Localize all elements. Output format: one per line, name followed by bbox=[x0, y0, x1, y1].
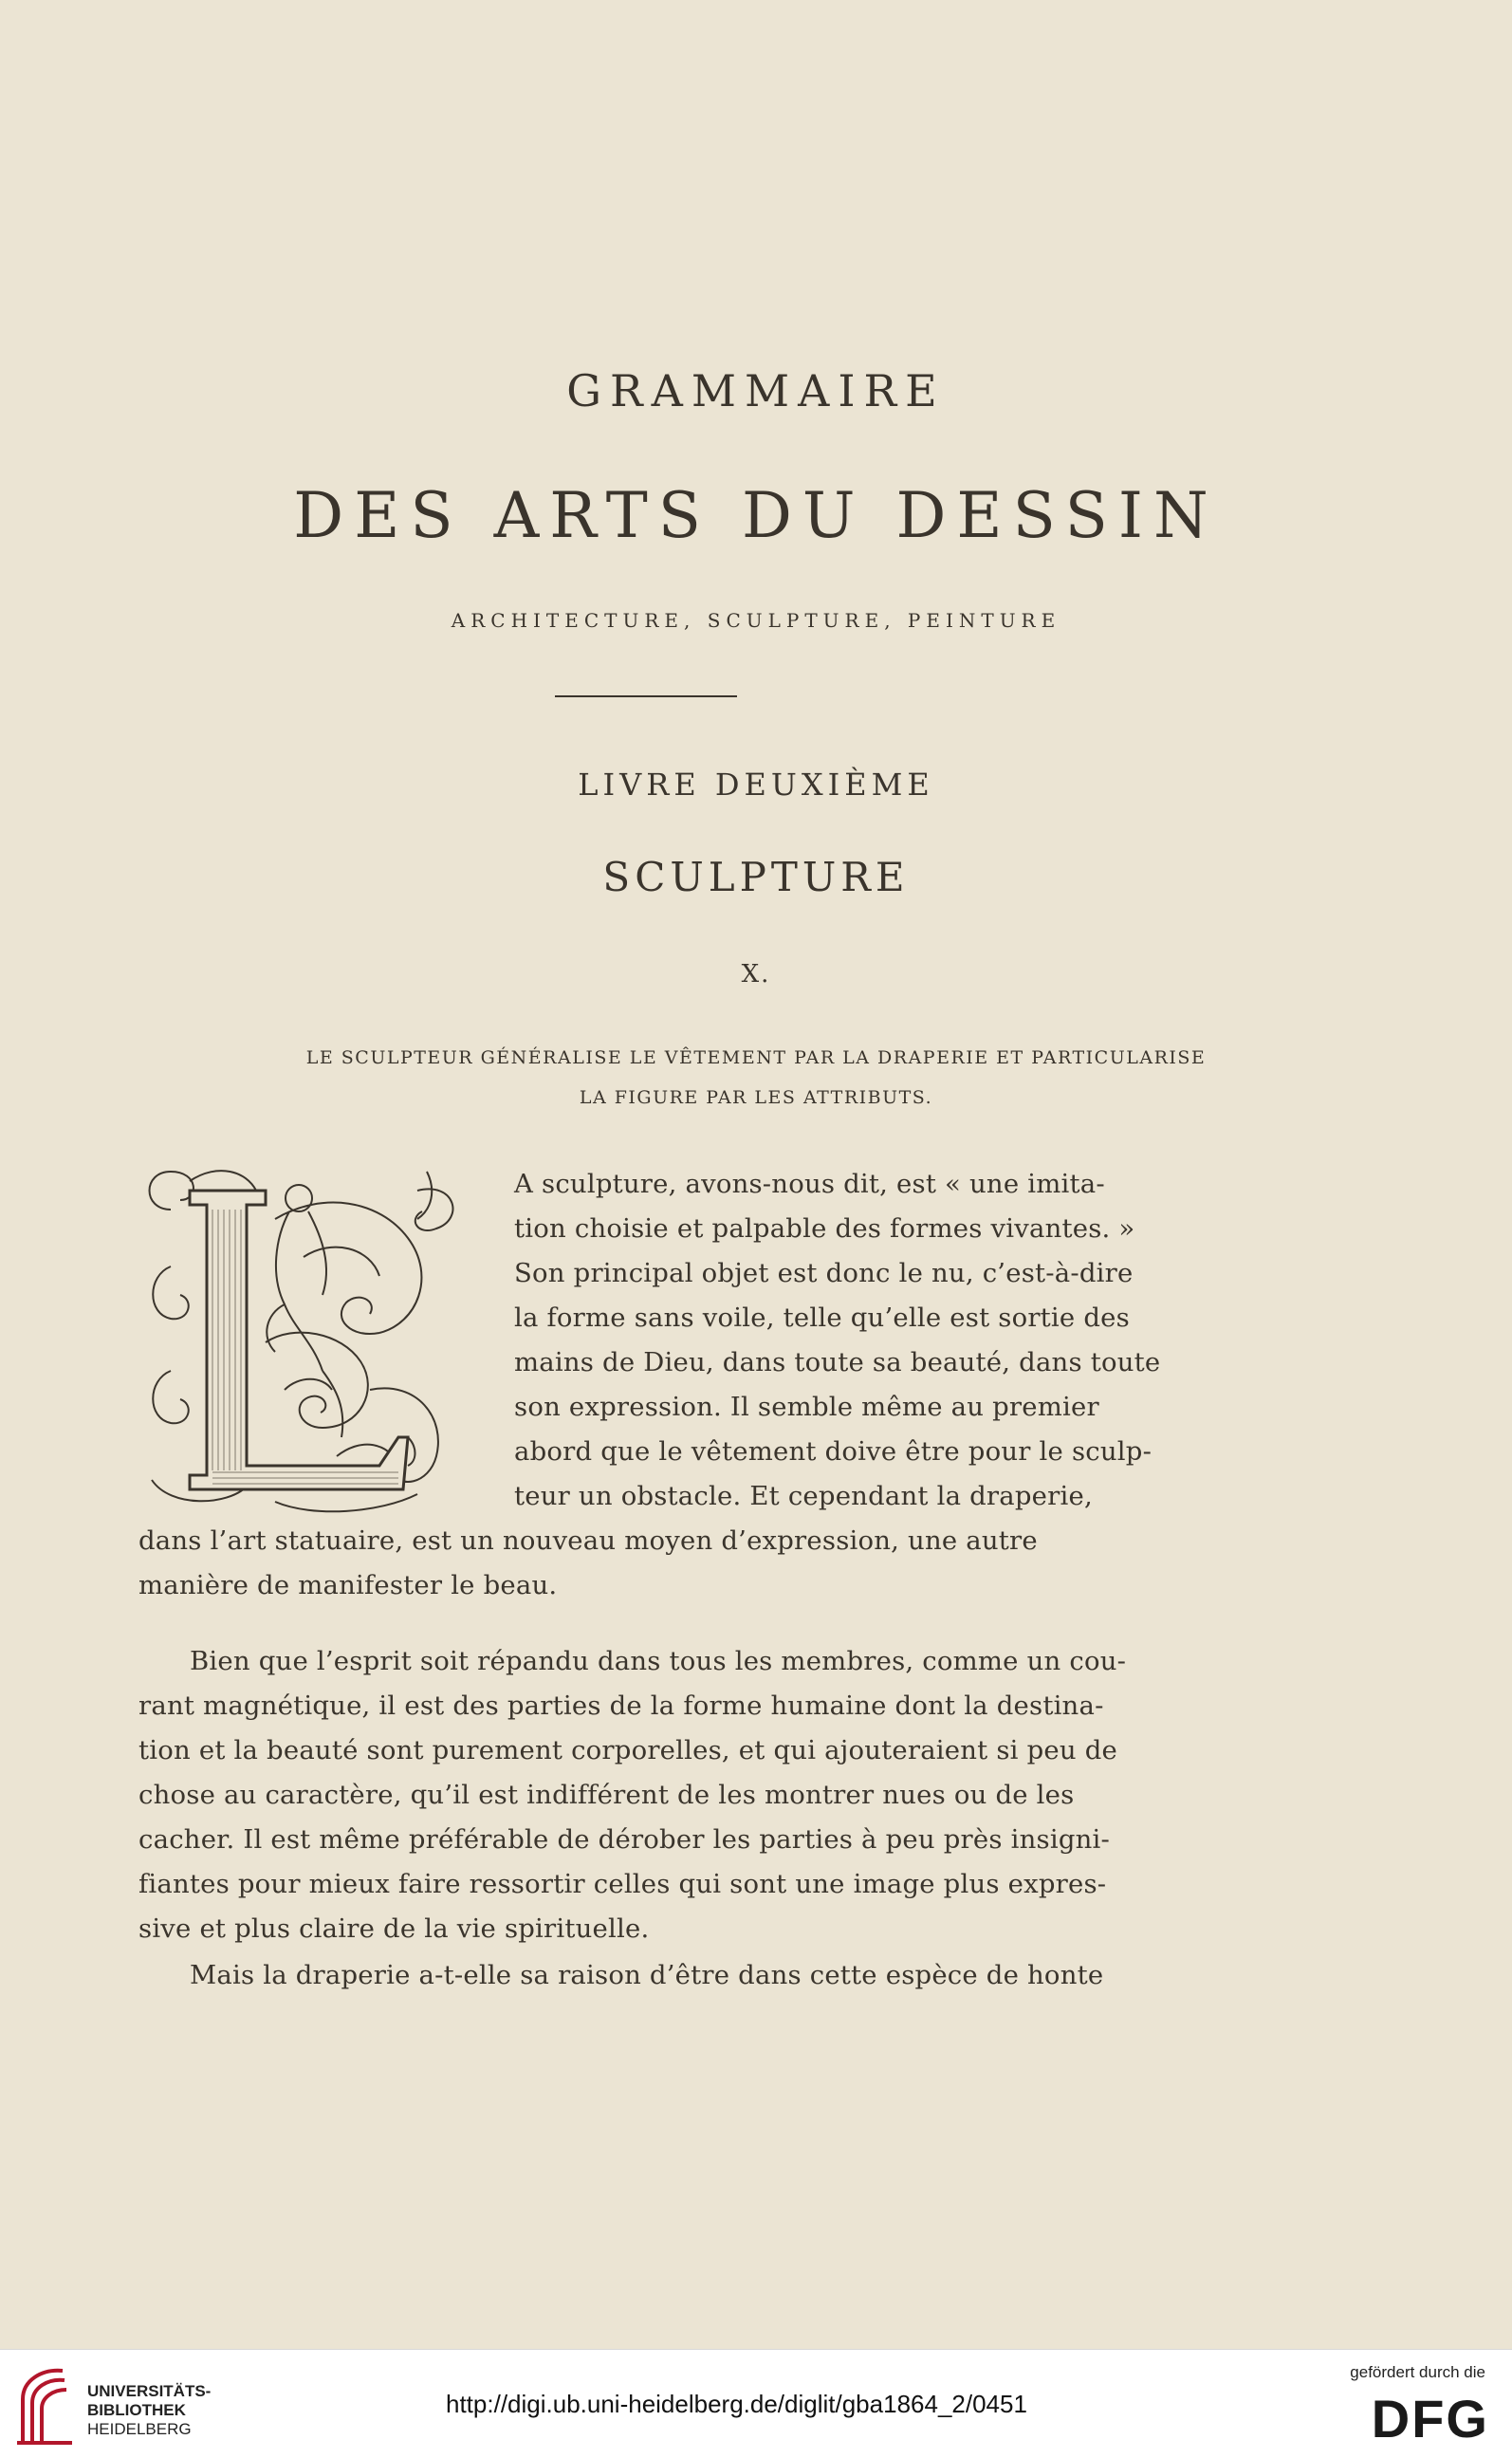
ornamental-dropcap-l bbox=[133, 1153, 479, 1518]
text-line: fiantes pour mieux faire ressortir celles qui sont une image plus expres- bbox=[138, 1869, 1107, 1899]
text-line: la forme sans voile, telle qu’elle est sortie des bbox=[514, 1303, 1130, 1333]
chapter-title-line: LE SCULPTEUR GÉNÉRALISE LE VÊTEMENT PAR LA DRAPERIE ET PARTICULARISE bbox=[305, 1047, 1207, 1068]
library-name-line: HEIDELBERG bbox=[87, 2420, 192, 2438]
text-line: Bien que l’esprit soit répandu dans tous les membres, comme un cou- bbox=[190, 1646, 1127, 1676]
title-grammaire: GRAMMAIRE bbox=[566, 365, 946, 416]
text-line: sive et plus claire de la vie spirituelle. bbox=[138, 1913, 650, 1944]
title-des-arts-du-dessin: DES ARTS DU DESSIN bbox=[293, 479, 1219, 552]
subtitle: ARCHITECTURE, SCULPTURE, PEINTURE bbox=[451, 609, 1061, 632]
text-line: son expression. Il semble même au premier bbox=[514, 1392, 1099, 1422]
text-line: cacher. Il est même préférable de dérober les parties à peu près insigni- bbox=[138, 1824, 1111, 1855]
text-line: Son principal objet est donc le nu, c’est-à-dire bbox=[514, 1258, 1134, 1288]
text-line: abord que le vêtement doive être pour le sculp- bbox=[514, 1436, 1152, 1467]
text-line: A sculpture, avons-nous dit, est « une imita- bbox=[514, 1169, 1105, 1199]
text-line: Mais la draperie a-t-elle sa raison d’être dans cette espèce de honte bbox=[190, 1960, 1104, 1990]
footer-bar bbox=[0, 2349, 1512, 2458]
text-line: mains de Dieu, dans toute sa beauté, dans toute bbox=[514, 1347, 1161, 1377]
text-line: tion choisie et palpable des formes vivantes. » bbox=[514, 1213, 1135, 1244]
chapter-title-line: LA FIGURE PAR LES ATTRIBUTS. bbox=[579, 1087, 933, 1108]
book-heading: LIVRE DEUXIÈME bbox=[578, 767, 934, 803]
text-line: rant magnétique, il est des parties de la forme humaine dont la destina- bbox=[138, 1691, 1104, 1721]
text-line: tion et la beauté sont purement corporelles, et qui ajouteraient si peu de bbox=[138, 1735, 1118, 1765]
text-line: manière de manifester le beau. bbox=[138, 1570, 558, 1600]
text-line: chose au caractère, qu’il est indifférent de les montrer nues ou de les bbox=[138, 1780, 1075, 1810]
text-line: dans l’art statuaire, est un nouveau moyen d’expression, une autre bbox=[138, 1525, 1038, 1556]
divider-rule bbox=[555, 695, 737, 697]
library-name-line: BIBLIOTHEK bbox=[87, 2401, 186, 2419]
chapter-number: X. bbox=[741, 960, 771, 989]
section-heading: SCULPTURE bbox=[602, 854, 910, 900]
text-line: teur un obstacle. Et cependant la draperie, bbox=[514, 1481, 1093, 1511]
permalink-url[interactable]: http://digi.ub.uni-heidelberg.de/diglit/gba1864_2/0451 bbox=[446, 2390, 1027, 2418]
funder-note: gefördert durch die bbox=[1350, 2363, 1485, 2381]
university-library-logo-icon bbox=[13, 2361, 80, 2449]
dfg-logo: DFG bbox=[1371, 2389, 1489, 2449]
library-name-line: UNIVERSITÄTS- bbox=[87, 2382, 212, 2400]
